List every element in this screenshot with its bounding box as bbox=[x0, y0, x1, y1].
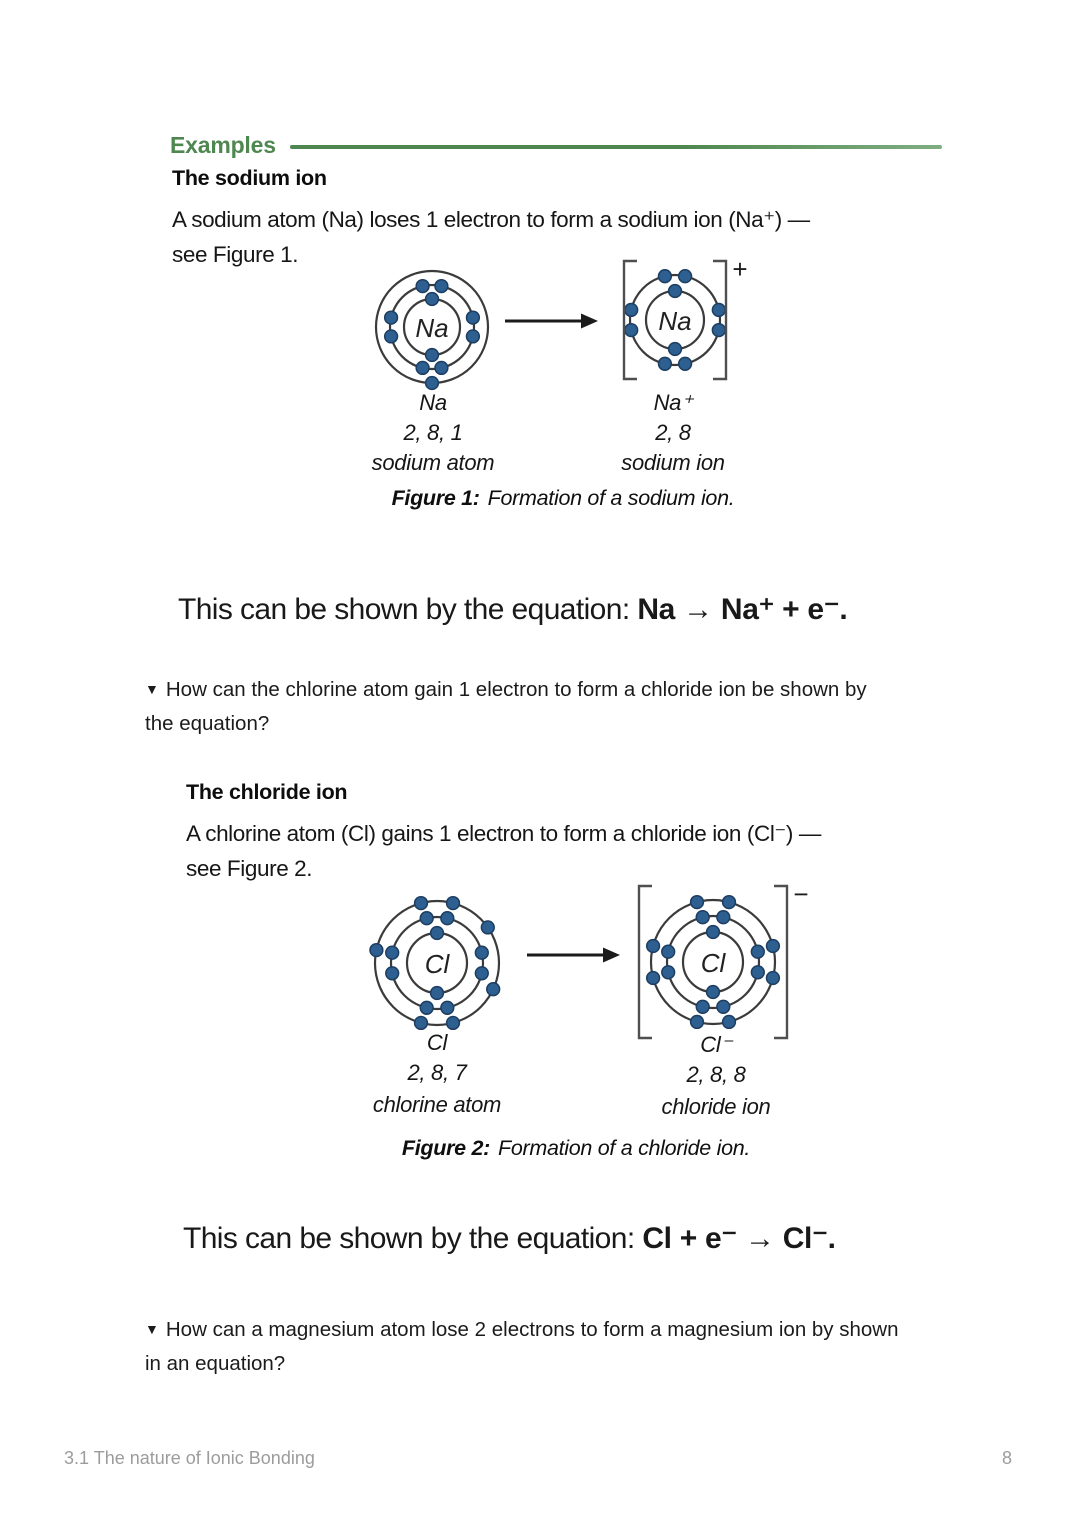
electron-dot bbox=[691, 896, 704, 909]
electron-dot bbox=[662, 966, 675, 979]
electron-dot bbox=[415, 1017, 428, 1030]
electron-dot bbox=[707, 926, 720, 939]
electron-dot bbox=[481, 921, 494, 934]
fig2-left-symbol-label: Cl bbox=[426, 1030, 448, 1055]
figure-1-caption-label: Figure 1: bbox=[391, 486, 480, 510]
nucleus-symbol-label: Cl bbox=[700, 948, 726, 978]
equation-1-formula: Na → Na⁺ + e⁻. bbox=[637, 593, 848, 626]
equation-1-prefix: This can be shown by the equation: bbox=[178, 593, 638, 626]
fig2-right-name-label: chloride ion bbox=[661, 1094, 771, 1119]
electron-dot bbox=[767, 972, 780, 985]
examples-heading: Examples bbox=[170, 132, 276, 158]
electron-dot bbox=[426, 349, 439, 362]
magnesium-question-line2: in an equation? bbox=[145, 1352, 286, 1375]
electron-dot bbox=[625, 324, 638, 337]
electron-dot bbox=[487, 983, 500, 996]
electron-dot bbox=[723, 896, 736, 909]
fig1-right-name-label: sodium ion bbox=[621, 450, 725, 475]
electron-dot bbox=[385, 311, 398, 324]
collapse-triangle-icon: ▼ bbox=[145, 1321, 159, 1337]
ion-charge-sign: + bbox=[732, 255, 748, 284]
footer-page-number: 8 bbox=[1002, 1448, 1013, 1468]
magnesium-question bbox=[145, 1312, 960, 1381]
figure-2-caption-text: Formation of a chloride ion. bbox=[497, 1136, 751, 1160]
electron-dot bbox=[712, 304, 725, 317]
sodium-ion-heading: The sodium ion bbox=[172, 166, 327, 190]
electron-dot bbox=[475, 946, 488, 959]
electron-dot bbox=[420, 912, 433, 925]
electron-dot bbox=[696, 1000, 709, 1013]
electron-dot bbox=[717, 1000, 730, 1013]
electron-dot bbox=[679, 270, 692, 283]
electron-dot bbox=[415, 897, 428, 910]
electron-dot bbox=[447, 897, 460, 910]
figure-2-chloride-ion-formation bbox=[300, 875, 880, 1167]
electron-dot bbox=[659, 357, 672, 370]
collapse-triangle-icon: ▼ bbox=[145, 681, 159, 697]
electron-dot bbox=[679, 357, 692, 370]
chloride-paragraph-line1: A chlorine atom (Cl) gains 1 electron to form a chloride ion (Cl⁻) — bbox=[186, 821, 821, 846]
examples-header bbox=[170, 132, 942, 159]
electron-dot bbox=[416, 280, 429, 293]
chloride-question-line2: the equation? bbox=[145, 712, 270, 735]
electron-dot bbox=[659, 270, 672, 283]
chloride-paragraph-line2: see Figure 2. bbox=[186, 856, 313, 881]
electron-dot bbox=[385, 330, 398, 343]
fig2-right-symbol-label: Cl⁻ bbox=[700, 1032, 732, 1057]
electron-dot bbox=[435, 280, 448, 293]
electron-dot bbox=[662, 945, 675, 958]
nucleus-symbol-label: Na bbox=[658, 306, 692, 336]
electron-dot bbox=[647, 972, 660, 985]
electron-dot bbox=[475, 967, 488, 980]
footer-section-title: 3.1 The nature of Ionic Bonding bbox=[64, 1448, 315, 1468]
sodium-paragraph-line2: see Figure 1. bbox=[172, 242, 299, 267]
chloride-ion-diagram bbox=[639, 879, 809, 1038]
fig1-left-symbol-label: Na bbox=[419, 390, 447, 415]
electron-dot bbox=[370, 944, 383, 957]
electron-dot bbox=[767, 940, 780, 953]
figure-1-sodium-ion-formation bbox=[300, 255, 860, 517]
electron-dot bbox=[723, 1016, 736, 1029]
examples-rule-divider bbox=[290, 145, 942, 149]
arrow-head-icon bbox=[581, 314, 598, 329]
sodium-equation-sentence bbox=[178, 592, 847, 627]
fig1-left-config-label: 2, 8, 1 bbox=[403, 420, 463, 445]
magnesium-question-line1: How can a magnesium atom lose 2 electrons to form a magnesium ion by shown bbox=[165, 1318, 899, 1341]
electron-dot bbox=[712, 324, 725, 337]
electron-dot bbox=[431, 987, 444, 1000]
electron-dot bbox=[696, 911, 709, 924]
fig2-right-config-label: 2, 8, 8 bbox=[686, 1062, 746, 1087]
electron-dot bbox=[751, 966, 764, 979]
fig1-right-config-label: 2, 8 bbox=[655, 420, 691, 445]
electron-dot bbox=[386, 967, 399, 980]
electron-dot bbox=[669, 343, 682, 356]
nucleus-symbol-label: Na bbox=[415, 313, 449, 343]
electron-dot bbox=[431, 927, 444, 940]
electron-dot bbox=[435, 362, 448, 375]
electron-dot bbox=[625, 304, 638, 317]
chloride-ion-heading: The chloride ion bbox=[186, 780, 348, 804]
electron-dot bbox=[420, 1001, 433, 1014]
electron-dot bbox=[467, 330, 480, 343]
nucleus-symbol-label: Cl bbox=[424, 949, 450, 979]
chlorine-atom-diagram bbox=[370, 897, 500, 1030]
sodium-atom-diagram bbox=[376, 271, 488, 389]
figure-2-caption bbox=[402, 1136, 750, 1160]
electron-dot bbox=[647, 940, 660, 953]
chloride-question-line1: How can the chlorine atom gain 1 electron to form a chloride ion be shown by bbox=[165, 678, 867, 701]
electron-dot bbox=[416, 362, 429, 375]
fig2-left-config-label: 2, 8, 7 bbox=[407, 1060, 467, 1085]
electron-dot bbox=[386, 946, 399, 959]
chloride-equation-sentence bbox=[183, 1221, 836, 1256]
electron-dot bbox=[441, 912, 454, 925]
equation-2-prefix: This can be shown by the equation: bbox=[183, 1222, 643, 1255]
fig1-right-symbol-label: Na⁺ bbox=[653, 390, 693, 415]
sodium-ion-diagram bbox=[624, 255, 748, 379]
figure-2-caption-label: Figure 2: bbox=[401, 1136, 490, 1160]
electron-dot bbox=[426, 293, 439, 306]
sodium-paragraph-line1: A sodium atom (Na) loses 1 electron to form a sodium ion (Na⁺) — bbox=[172, 207, 810, 232]
electron-dot bbox=[441, 1001, 454, 1014]
electron-dot bbox=[467, 311, 480, 324]
fig1-left-name-label: sodium atom bbox=[371, 450, 495, 475]
ion-charge-sign: − bbox=[793, 879, 809, 909]
chloride-question bbox=[145, 672, 960, 741]
electron-dot bbox=[717, 911, 730, 924]
arrow-head-icon bbox=[603, 948, 620, 963]
figure-1-caption bbox=[392, 486, 735, 510]
electron-dot bbox=[669, 285, 682, 298]
electron-dot bbox=[691, 1016, 704, 1029]
equation-2-formula: Cl + e⁻ → Cl⁻. bbox=[642, 1222, 836, 1255]
fig2-left-name-label: chlorine atom bbox=[372, 1092, 502, 1117]
electron-dot bbox=[447, 1017, 460, 1030]
figure-1-caption-text: Formation of a sodium ion. bbox=[487, 486, 735, 510]
electron-dot bbox=[707, 986, 720, 999]
electron-dot bbox=[426, 377, 439, 390]
electron-dot bbox=[751, 945, 764, 958]
